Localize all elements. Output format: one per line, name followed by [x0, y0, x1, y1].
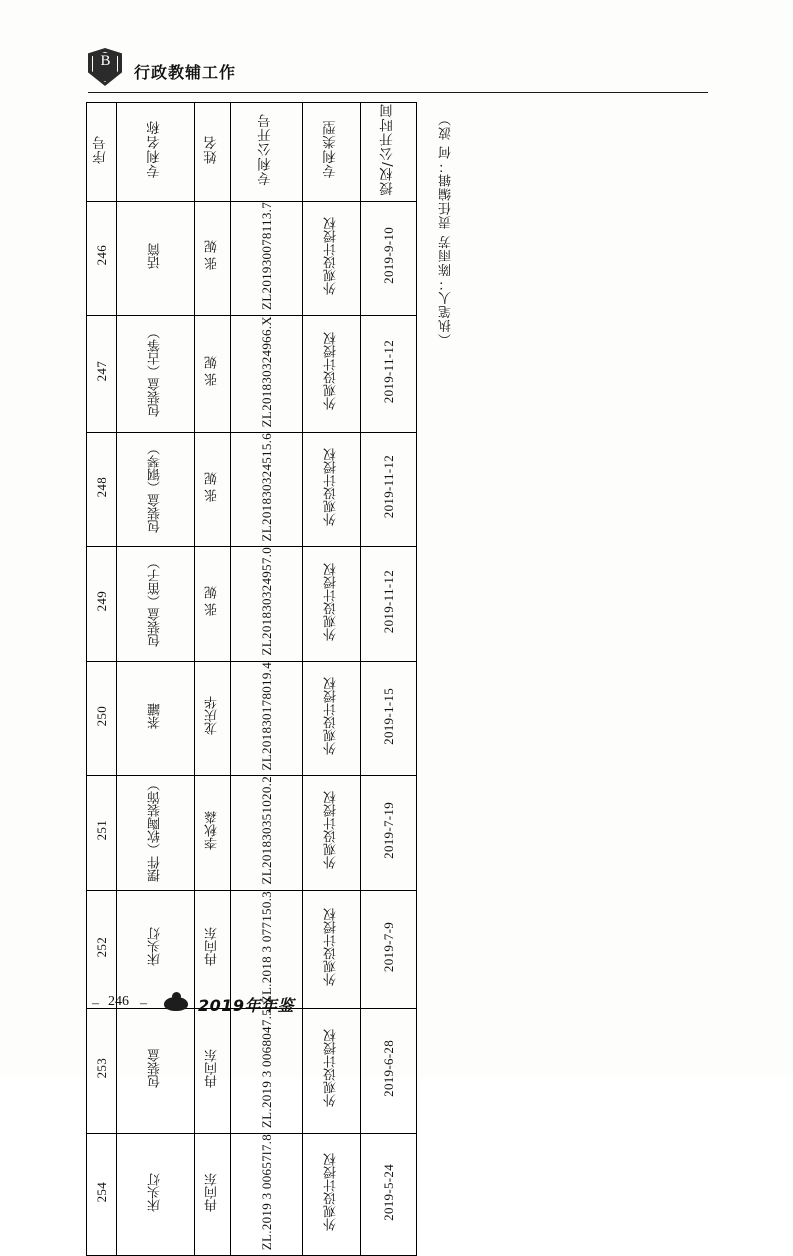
- cell-value: ZL201930078113.7: [259, 201, 274, 310]
- column-header-pubno: [231, 103, 303, 202]
- cell-value: 外观设计授权: [324, 1029, 339, 1108]
- cell-value: ZL.2019 3 00657l7.8: [259, 1133, 274, 1251]
- cell-value: 252: [94, 936, 109, 957]
- cell-name: [117, 315, 195, 432]
- cell-value: 246: [94, 245, 109, 266]
- cell-name: [117, 1133, 195, 1255]
- cell-person: [195, 661, 231, 775]
- column-header-label: 序号: [92, 134, 109, 164]
- cell-value: 251: [94, 820, 109, 841]
- cell-name: [117, 201, 195, 315]
- cell-value: ZL201830178019.4: [259, 661, 274, 771]
- cell-name: [117, 776, 195, 890]
- cell-date: [361, 201, 417, 315]
- table-row: [87, 1133, 417, 1255]
- column-header-label: 专利类型: [322, 120, 339, 179]
- page-title: 行政教辅工作: [134, 63, 237, 82]
- cell-value: 张 妮: [205, 240, 220, 271]
- footnote-text: （执笔人：陈雨芳 责任编辑：何 波）: [439, 112, 454, 347]
- cell-seq: [87, 315, 117, 432]
- cell-value: 冉向东: [205, 1172, 220, 1212]
- cell-type: [303, 661, 361, 775]
- cell-pubno: [231, 890, 303, 1008]
- cell-seq: [87, 432, 117, 546]
- cell-value: 李秋淼: [205, 810, 220, 850]
- cell-value: 龙庆华: [205, 696, 220, 736]
- footnote: [440, 112, 453, 432]
- cell-value: ZL201830324515.6: [259, 432, 274, 542]
- cell-seq: [87, 547, 117, 661]
- cell-type: [303, 432, 361, 546]
- cell-person: [195, 1133, 231, 1255]
- cell-seq: [87, 201, 117, 315]
- cell-value: ZL.2019 3 0068047.5: [259, 1008, 274, 1128]
- cell-person: [195, 201, 231, 315]
- cell-value: 摆件（软陶装饰）: [148, 778, 163, 883]
- cell-value: 2019-7-19: [381, 801, 396, 859]
- cell-value: 247: [94, 360, 109, 382]
- cell-date: [361, 315, 417, 432]
- cell-person: [195, 776, 231, 890]
- cell-value: 冉向东: [205, 1048, 220, 1088]
- cell-value: 外观设计授权: [324, 1153, 339, 1232]
- cell-value: 2019-6-28: [381, 1040, 396, 1097]
- cell-value: 外观设计授权: [324, 791, 339, 870]
- cell-name: [117, 432, 195, 546]
- table-row: [87, 547, 417, 661]
- cell-value: 床头灯: [148, 927, 163, 967]
- page-header: [88, 48, 708, 94]
- cell-type: [303, 776, 361, 890]
- column-header-date: [361, 103, 417, 202]
- cell-value: 包装盒（笛子）: [148, 556, 163, 647]
- cell-person: [195, 890, 231, 1008]
- cell-type: [303, 1133, 361, 1255]
- cell-value: 包装盒: [148, 1048, 163, 1088]
- column-header-label: 姓名: [203, 134, 220, 164]
- cell-value: 外观设计授权: [324, 332, 339, 411]
- table-row: [87, 201, 417, 315]
- cell-value: 冉向东: [205, 927, 220, 967]
- cell-value: 外观设计授权: [324, 907, 339, 986]
- cell-value: 张 妮: [205, 586, 220, 617]
- cell-value: 话筒: [148, 242, 163, 269]
- table-row: [87, 661, 417, 775]
- cell-pubno: [231, 315, 303, 432]
- cell-date: [361, 890, 417, 1008]
- cell-date: [361, 776, 417, 890]
- column-header-label: 授权/公开时间: [379, 103, 396, 196]
- cell-type: [303, 890, 361, 1008]
- cell-value: 床头灯: [148, 1172, 163, 1212]
- cell-type: [303, 315, 361, 432]
- footer-page-number: 246: [108, 994, 129, 1009]
- cell-type: [303, 201, 361, 315]
- yearbook-emblem-icon: [162, 992, 192, 1018]
- cell-value: ZL201830324966.X: [259, 315, 274, 427]
- cell-value: 249: [94, 591, 109, 612]
- table-header-row: [87, 103, 417, 202]
- header-divider: [88, 92, 708, 93]
- footer-year-label: 2019年年鉴: [198, 996, 295, 1015]
- cell-date: [361, 547, 417, 661]
- cell-value: 254: [94, 1181, 109, 1203]
- cell-name: [117, 547, 195, 661]
- cell-date: [361, 1133, 417, 1255]
- footer-dash-left: –: [92, 996, 99, 1011]
- column-header-name: [117, 103, 195, 202]
- university-shield-icon: [88, 48, 122, 86]
- cell-type: [303, 547, 361, 661]
- table-row: [87, 432, 417, 546]
- cell-value: ZL201830324957.0: [259, 547, 274, 656]
- cell-value: 茶罐: [148, 702, 163, 729]
- cell-value: 2019-9-10: [381, 227, 396, 284]
- column-header-seq: [87, 103, 117, 202]
- cell-value: ZL201830351020.2: [259, 776, 274, 885]
- table-row: [87, 776, 417, 890]
- cell-person: [195, 432, 231, 546]
- cell-value: 253: [94, 1058, 109, 1079]
- table-row: [87, 315, 417, 432]
- cell-pubno: [231, 661, 303, 775]
- cell-pubno: [231, 201, 303, 315]
- column-header-type: [303, 103, 361, 202]
- cell-seq: [87, 1133, 117, 1255]
- cell-value: 2019-1-15: [381, 687, 396, 745]
- cell-value: 2019-7-9: [381, 921, 396, 972]
- cell-seq: [87, 890, 117, 1008]
- cell-name: [117, 890, 195, 1008]
- table-row: [87, 890, 417, 1008]
- cell-value: 2019-11-12: [381, 455, 396, 519]
- cell-value: 外观设计授权: [324, 216, 339, 295]
- cell-pubno: [231, 1133, 303, 1255]
- cell-pubno: [231, 432, 303, 546]
- cell-value: 外观设计授权: [324, 562, 339, 641]
- cell-value: ZL.2018 3 077150.3: [259, 890, 274, 1003]
- cell-seq: [87, 776, 117, 890]
- page-footer: [88, 992, 388, 1028]
- column-header-label: 专利公开号: [257, 113, 274, 186]
- cell-date: [361, 432, 417, 546]
- cell-pubno: [231, 776, 303, 890]
- cell-person: [195, 315, 231, 432]
- column-header-label: 专利名称: [146, 120, 163, 179]
- cell-value: 2019-5-24: [381, 1163, 396, 1221]
- cell-seq: [87, 661, 117, 775]
- cell-value: 248: [94, 476, 109, 498]
- footer-dash-right: –: [140, 996, 147, 1011]
- cell-value: 250: [94, 705, 109, 727]
- cell-date: [361, 661, 417, 775]
- cell-value: 包装盒（钢琴）: [148, 441, 163, 533]
- cell-pubno: [231, 547, 303, 661]
- cell-value: 张 妮: [205, 356, 220, 387]
- cell-value: 2019-11-12: [381, 569, 396, 634]
- cell-value: 张 妮: [205, 471, 220, 503]
- cell-value: 2019-11-12: [381, 339, 396, 403]
- cell-value: 外观设计授权: [324, 676, 339, 755]
- cell-person: [195, 547, 231, 661]
- cell-name: [117, 661, 195, 775]
- cell-value: 外观设计授权: [324, 448, 339, 527]
- cell-value: 包装盒（古筝）: [148, 325, 163, 417]
- column-header-person: [195, 103, 231, 202]
- shield-letter: B: [100, 53, 110, 69]
